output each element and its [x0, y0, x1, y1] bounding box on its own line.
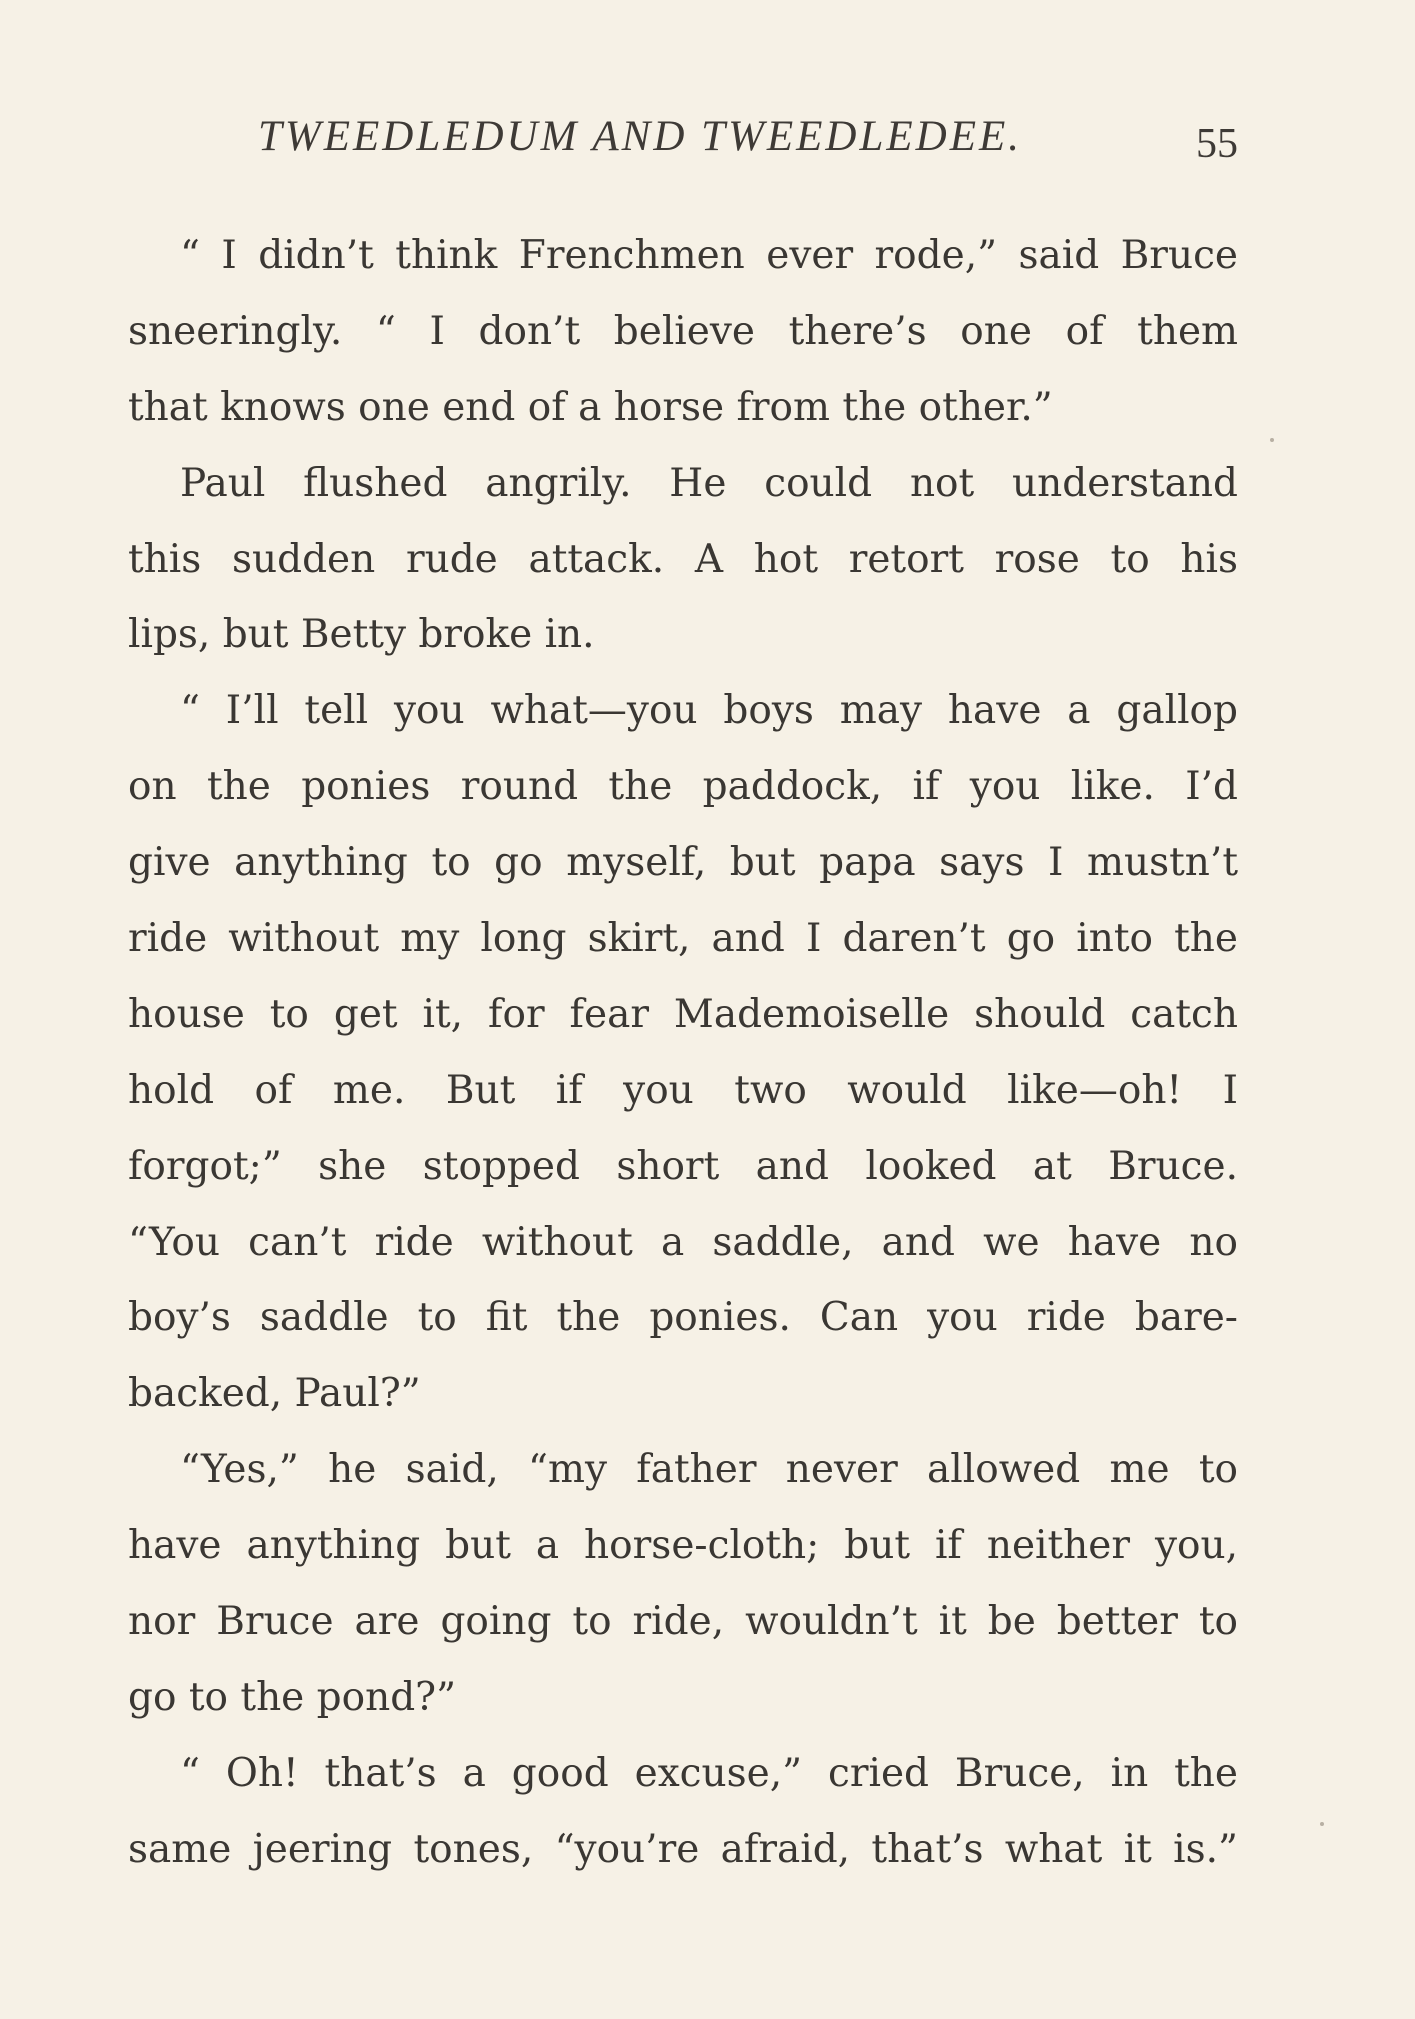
text-line: “You can’t ride without a saddle, and we have no	[128, 1219, 1238, 1265]
text-line: Paul flushed angrily. He could not understand	[180, 460, 1238, 506]
text-line: “ I’ll tell you what—you boys may have a gallop	[180, 688, 1238, 734]
text-line: go to the pond?”	[128, 1674, 457, 1720]
text-line: give anything to go myself, but papa says I mustn’t	[128, 840, 1238, 886]
text-line: backed, Paul?”	[128, 1371, 421, 1417]
text-line: ride without my long skirt, and I daren’t go into the	[128, 916, 1238, 962]
paper-speck	[1320, 1822, 1324, 1826]
body-text	[128, 218, 1238, 1888]
text-line: this sudden rude attack. A hot retort rose to his	[128, 536, 1238, 582]
paper-speck	[1270, 438, 1274, 442]
page-number: 55	[1196, 121, 1238, 167]
text-line: that knows one end of a horse from the other.”	[128, 384, 1053, 430]
text-line: “Yes,” he said, “my father never allowed me to	[180, 1447, 1238, 1493]
running-title: TWEEDLEDUM AND TWEEDLEDEE.	[258, 113, 1022, 160]
text-line: hold of me. But if you two would like—oh! I	[128, 1067, 1238, 1113]
text-line: “ I didn’t think Frenchmen ever rode,” said Bruce	[180, 233, 1238, 278]
text-line: lips, but Betty broke in.	[128, 612, 595, 658]
text-line: on the ponies round the paddock, if you like. I’d	[128, 764, 1238, 810]
text-line: house to get it, for fear Mademoiselle should catch	[128, 991, 1238, 1037]
text-line: sneeringly. “ I don’t believe there’s one of them	[128, 308, 1238, 354]
text-line: boy’s saddle to fit the ponies. Can you ride bare-	[128, 1295, 1238, 1341]
text-line: same jeering tones, “you’re afraid, that’s what it is.”	[128, 1826, 1238, 1872]
text-line: nor Bruce are going to ride, wouldn’t it be better to	[128, 1599, 1238, 1645]
text-line: “ Oh! that’s a good excuse,” cried Bruce, in the	[180, 1750, 1238, 1796]
text-line: have anything but a horse-cloth; but if neither you,	[128, 1523, 1238, 1569]
text-line: forgot;” she stopped short and looked at Bruce.	[128, 1143, 1238, 1189]
